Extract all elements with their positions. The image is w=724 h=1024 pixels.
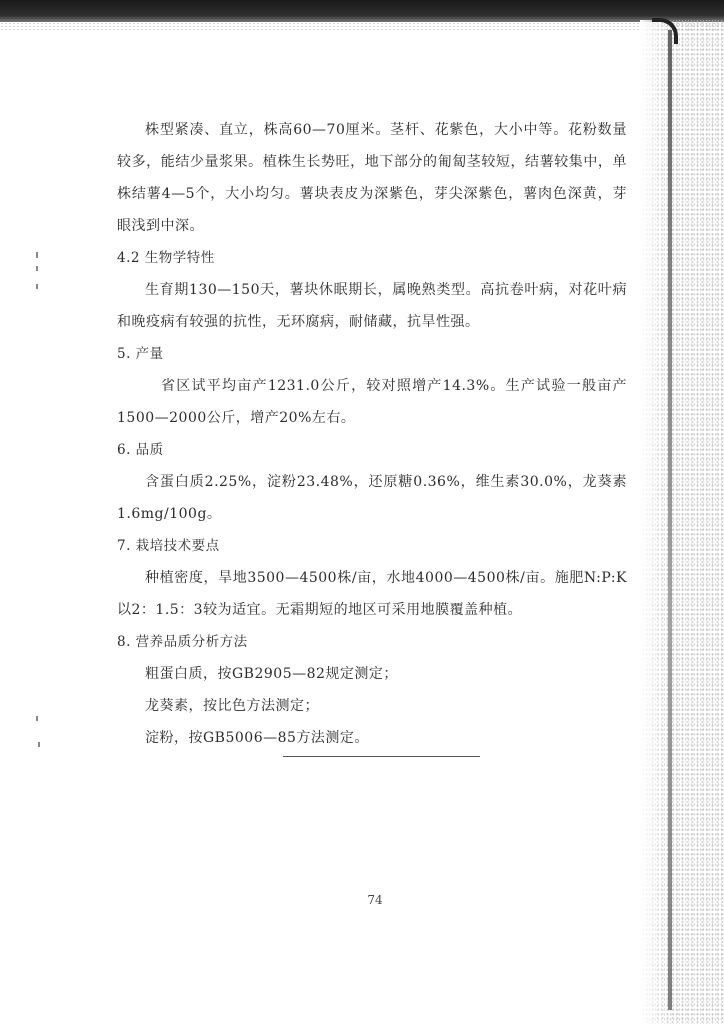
heading-cultivation: 7. 栽培技术要点	[117, 538, 220, 554]
scan-top-noise	[0, 22, 724, 30]
scan-top-border	[0, 0, 724, 22]
scan-left-mark	[36, 252, 38, 258]
heading-analysis-methods: 8. 营养品质分析方法	[117, 634, 248, 650]
method-solanine: 龙葵素，按比色方法测定；	[145, 698, 319, 714]
page-number: 74	[367, 893, 383, 907]
paragraph-yield: 省区试平均亩产1231.0公斤，较对照增产14.3%。生产试验一般亩产1500—2000公斤，增产20%左右。	[117, 378, 627, 426]
heading-yield: 5. 产量	[117, 346, 164, 362]
method-starch: 淀粉，按GB5006—85方法测定。	[145, 730, 369, 746]
method-protein: 粗蛋白质，按GB2905—82规定测定；	[145, 666, 398, 682]
heading-biological-traits: 4.2 生物学特性	[117, 250, 215, 266]
end-rule	[283, 756, 480, 757]
scan-left-mark	[38, 742, 40, 747]
scan-left-mark	[36, 284, 38, 289]
scan-left-mark	[36, 266, 38, 271]
paragraph-quality: 含蛋白质2.25%，淀粉23.48%，还原糖0.36%，维生素30.0%，龙葵素1.6mg/100g。	[117, 474, 627, 522]
heading-quality: 6. 品质	[117, 442, 164, 458]
paragraph-cultivation: 种植密度，旱地3500—4500株/亩，水地4000—4500株/亩。施肥N:P:K以2：1.5：3较为适宜。无霜期短的地区可采用地膜覆盖种植。	[117, 570, 627, 618]
book-spine-line	[668, 30, 672, 1010]
scan-left-mark	[36, 716, 38, 721]
paragraph-morphology: 株型紧凑、直立，株高60—70厘米。茎杆、花紫色，大小中等。花粉数量较多，能结少量浆果。植株生长势旺，地下部分的匍匐茎较短，结薯较集中，单株结薯4—5个，大小均匀。薯块表皮为深紫色，芽尖深紫色，薯肉色深黄，芽眼浅到中深。	[117, 122, 627, 234]
scan-right-edge-fade	[640, 20, 670, 1024]
paragraph-biological-traits: 生育期130—150天，薯块休眠期长，属晚熟类型。高抗卷叶病，对花叶病和晚疫病有较强的抗性，无环腐病，耐储藏，抗旱性强。	[117, 282, 627, 330]
document-body	[117, 114, 627, 754]
